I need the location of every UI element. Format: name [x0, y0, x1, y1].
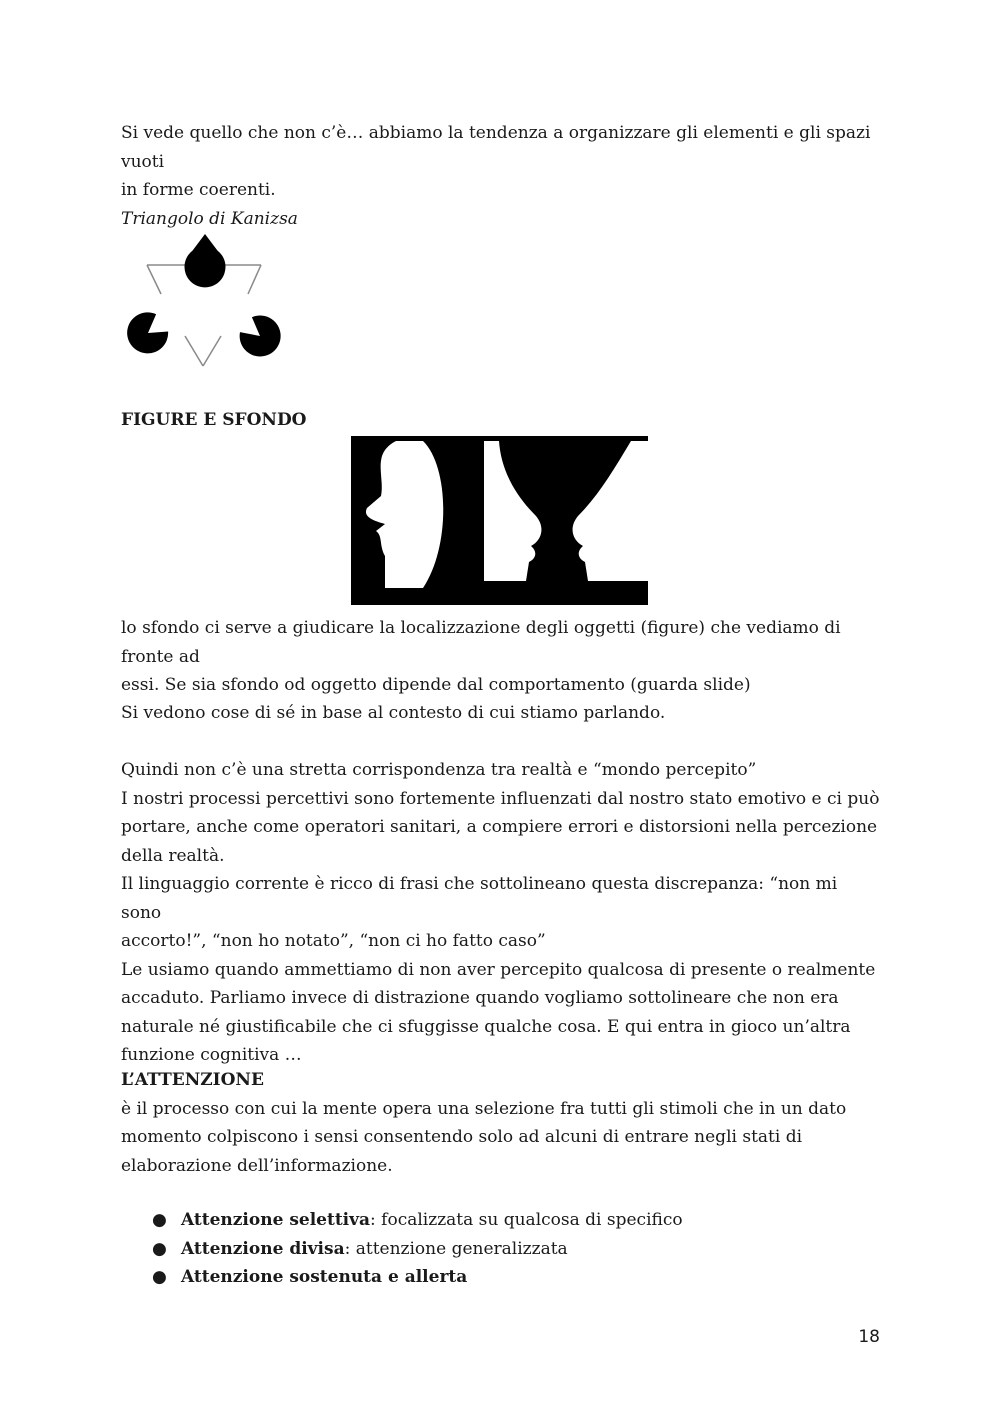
section-heading-figure-sfondo: FIGURE E SFONDO [121, 410, 307, 430]
text-line: accorto!”, “non ho notato”, “non ci ho fatto caso” [121, 931, 546, 951]
intro-line-2: in forme coerenti. [121, 180, 276, 200]
pacman-disc-top [185, 234, 226, 287]
perception-paragraph [121, 756, 881, 1070]
list-item-term: Attenzione selettiva [181, 1210, 371, 1230]
text-line: Il linguaggio corrente è ricco di frasi che sottolineano questa discrepanza: “non mi sono [121, 874, 838, 923]
triangle-edge-segment [248, 265, 261, 294]
context-paragraph: Si vedono cose di sé in base al contesto di cui stiamo parlando. [121, 703, 666, 723]
figure-ground-paragraph [121, 614, 881, 700]
bullet-icon: ● [152, 1267, 167, 1287]
section-heading-attenzione: L’ATTENZIONE [121, 1070, 264, 1090]
list-item [121, 1263, 881, 1292]
text-line: lo sfondo ci serve a giudicare la localizzazione degli oggetti (figure) che vediamo di fronte ad [121, 618, 841, 667]
text-line: portare, anche come operatori sanitari, a compiere errori e distorsioni nella percezione [121, 817, 878, 837]
pacman-disc-right [240, 315, 281, 356]
text-line: naturale né giustificabile che ci sfuggisse qualche cosa. E qui entra in gioco un’altra [121, 1016, 851, 1037]
text-line: I nostri processi percettivi sono fortemente influenzati dal nostro stato emotivo e ci può [121, 788, 880, 809]
intro-line-1: Si vede quello che non c’è… abbiamo la tendenza a organizzare gli elementi e gli spazi vuoti [121, 123, 871, 172]
list-item-desc: : focalizzata su qualcosa di specifico [370, 1210, 683, 1230]
triangle-edge-segment [185, 336, 203, 366]
text-line: momento colpiscono i sensi consentendo solo ad alcuni di entrare negli stati di [121, 1127, 803, 1147]
rubin-vase-figure [351, 436, 648, 605]
triangle-edge-segment [147, 265, 161, 294]
list-item [121, 1206, 881, 1235]
kanizsa-triangle-figure [121, 208, 286, 373]
attention-section [121, 1066, 881, 1180]
text-line: elaborazione dell’informazione. [121, 1155, 393, 1176]
list-item-desc: : attenzione generalizzata [344, 1238, 568, 1259]
list-item [121, 1235, 881, 1264]
text-line: Quindi non c’è una stretta corrispondenza tra realtà e “mondo percepito” [121, 760, 757, 780]
text-line: accaduto. Parliamo invece di distrazione quando vogliamo sottolineare che non era [121, 988, 839, 1008]
pacman-disc-left [127, 312, 168, 353]
triangle-edge-segment [203, 336, 221, 366]
text-line: funzione cognitiva … [121, 1045, 302, 1065]
text-line: è il processo con cui la mente opera una selezione fra tutti gli stimoli che in un dato [121, 1098, 847, 1119]
text-line: della realtà. [121, 845, 225, 866]
text-line: essi. Se sia sfondo od oggetto dipende dal comportamento (guarda slide) [121, 675, 751, 695]
attention-types-list [121, 1206, 881, 1292]
text-line: Le usiamo quando ammettiamo di non aver percepito qualcosa di presente o realmente [121, 959, 876, 980]
list-item-term: Attenzione sostenuta e allerta [181, 1267, 468, 1287]
bullet-icon: ● [152, 1210, 167, 1230]
bullet-icon: ● [152, 1238, 167, 1259]
page-number: 18 [858, 1327, 880, 1347]
figure-caption: Triangolo di Kanizsa [121, 208, 298, 229]
list-item-term: Attenzione divisa [181, 1238, 345, 1259]
